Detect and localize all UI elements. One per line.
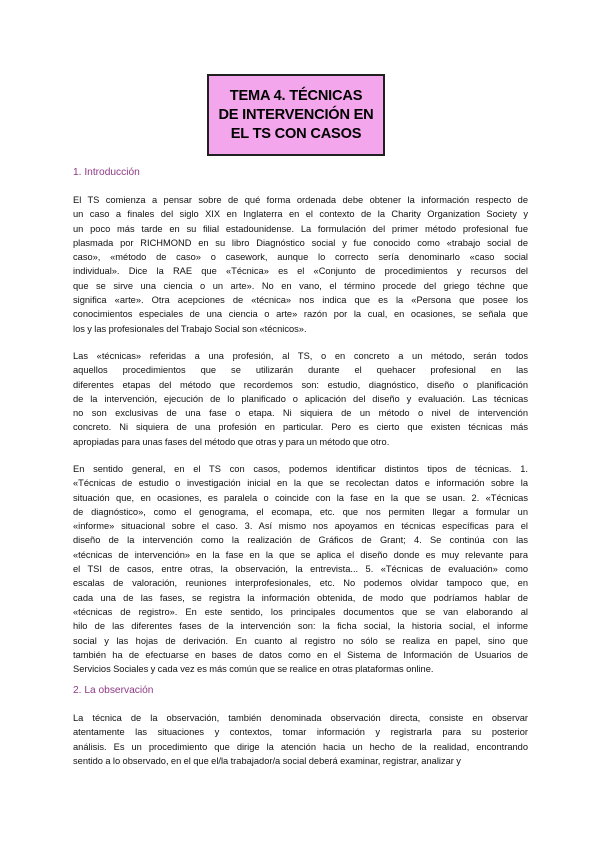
text-line: cada una de las fases, se registra la información obtenida, de modo que podríamos hablar de — [73, 592, 528, 603]
title-line: EL TS CON CASOS — [230, 125, 362, 142]
text-line: que se sirve una ciencia o un arte». No en vano, el término procede del griego téchne que — [73, 280, 528, 291]
text-line: aquellos procedimientos que se utilizarán durante el quehacer profesional en las — [73, 365, 528, 376]
text-line: diseño de la intervención como la realización de Gráficos de Grant; 4. Se continúa con las — [73, 535, 528, 546]
text-line: apropiadas para unas fases del método que otras y para un método que otro. — [73, 436, 390, 447]
text-line: El TS comienza a pensar sobre de qué forma ordenada debe obtener la información respecto de — [73, 195, 528, 205]
text-line: significa «arte». Otra acepciones de «técnica» nos indica que es la «Persona que posee los — [73, 295, 528, 306]
section-heading-introduccion: 1. Introducción — [73, 167, 140, 178]
text-line: diferentes etapas del método que recordemos son: estudio, diagnóstico, diseño o planificación — [73, 379, 528, 390]
text-line: «Técnicas de estudio o investigación inicial en la que se recolectan datos e información sobre la — [73, 478, 528, 489]
text-line: atentamente las situaciones y contextos, tomar información y registrarla para su posterior — [73, 727, 528, 738]
paragraph — [73, 711, 528, 768]
paragraph — [73, 462, 528, 676]
text-line: situación que, en ocasiones, es paralela o coincide con la fase en la que se usan. 2. «Técnicas — [73, 492, 528, 503]
text-line: los y las profesionales del Trabajo Social son «técnicos». — [73, 323, 307, 334]
title-line: TEMA 4. TÉCNICAS — [229, 87, 363, 104]
text-line: Servicios Sociales y cada vez es más común que se realice en otras plataformas online. — [73, 664, 434, 675]
text-line: escalas de valoración, reuniones interprofesionales, etc. No podemos olvidar tampoco que, en — [73, 578, 528, 589]
text-line: La técnica de la observación, también denominada observación directa, consiste en observar — [73, 713, 528, 723]
text-line: conocimientos especiales de una ciencia o arte» razón por la cual, en ocasiones, se señala que — [73, 309, 528, 320]
text-line: Las «técnicas» referidas a una profesión, al TS, o en concreto a un método, serán todos — [73, 351, 528, 361]
text-line: individual». Dice la RAE que «Técnica» es el «Conjunto de procedimientos y recursos del — [73, 266, 528, 277]
text-line: análisis. Es un procedimiento que dirige la atención hacia un hecho de la realidad, encontrando — [73, 741, 528, 752]
paragraph — [73, 349, 528, 449]
text-line: el TSI de casos, entre otras, la observación, la entrevista... 5. «Técnicas de evaluación» como — [73, 564, 528, 575]
paragraph — [73, 193, 528, 336]
text-line: no son exclusivas de una fase o etapa. Ni siquiera de un método o nivel de intervención — [73, 408, 528, 419]
title-box — [207, 74, 385, 156]
text-line: de la intervención, ejecución de lo planificado o aplicación del diseño y evaluación. Las técnicas — [73, 393, 528, 404]
section-heading-observacion: 2. La observación — [73, 685, 154, 696]
text-line: «técnicas de intervención» en la fase en la que se aplica el diseño donde es muy relevante para — [73, 549, 528, 560]
text-line: social y las hojas de derivación. En cuanto al registro no sólo se realiza en papel, sino que — [73, 635, 528, 646]
text-line: caso», «método de caso» o casework, aunque lo correcto sería denominarlo «caso social — [73, 252, 528, 263]
text-line: un caso a finales del siglo XIX en Inglaterra en el contexto de la Charity Organization Society y — [73, 209, 528, 220]
text-line: de diagnóstico», como el genograma, el ecomapa, etc. que nos permiten llegar a formular un — [73, 506, 528, 517]
text-line: concreto. Ni siquiera de una profesión en particular. Pero es cierto que existen técnicas más — [73, 422, 528, 433]
text-line: un poco más tarde en su filial estadounidense. La formulación del primer método profesional fue — [73, 223, 528, 234]
text-line: «informe» situacional sobre el caso. 3. Así mismo nos apoyamos en técnicas específicas para el — [73, 521, 528, 532]
title-line: DE INTERVENCIÓN EN — [218, 106, 374, 123]
text-line: plasmada por RICHMOND en su libro Diagnóstico social y fue conocido como «trabajo social de — [73, 237, 528, 248]
text-line: «técnicas de registro». En este sentido, los principales documentos que se van elaborando al — [73, 606, 528, 617]
text-line: En sentido general, en el TS con casos, podemos identificar distintos tipos de técnicas. 1. — [73, 464, 528, 474]
text-line: también ha de efectuarse en bases de datos como en el Sistema de Información de Usuarios de — [73, 649, 528, 660]
text-line: hilo de las diferentes fases de la intervención son: la ficha social, la historia social, el informe — [73, 621, 528, 632]
text-line: sentido a lo observado, en el que el/la trabajador/a social deberá examinar, registrar, analizar y — [73, 755, 461, 766]
